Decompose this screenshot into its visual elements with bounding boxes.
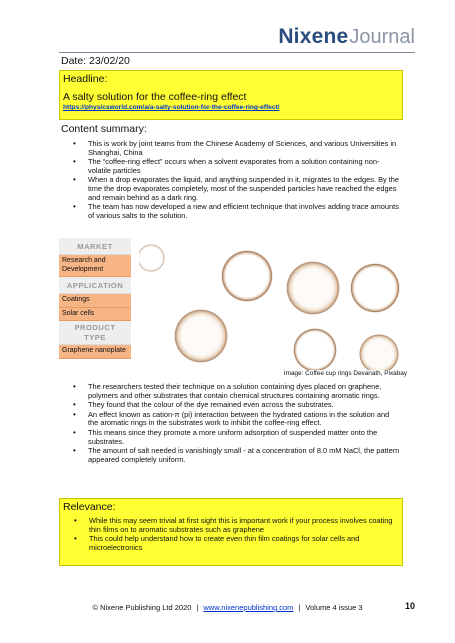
relevance-list xyxy=(72,517,398,553)
content-summary-label: Content summary: xyxy=(61,123,147,135)
logo-journal: Journal xyxy=(349,26,415,48)
product-header-line: TYPE xyxy=(84,333,106,342)
headline-box xyxy=(59,70,403,120)
list-item: • The team has now developed a new and efficient technique that involves adding trace amounts of various salts to the solution. xyxy=(71,203,401,220)
list-item: • An effect known as cation-π (pi) interaction between the hydrated cations in the solution and the aromatic rings in the substrates work to inhibit the coffee-ring effect. xyxy=(71,411,401,428)
headline-title: A salty solution for the coffee-ring effect xyxy=(63,91,247,103)
list-item: • They found that the colour of the dye remained even across the substrates. xyxy=(71,401,401,410)
header-divider xyxy=(59,52,415,53)
application-tag: Coatings xyxy=(59,294,131,308)
relevance-label: Relevance: xyxy=(63,501,116,513)
footer-separator: | xyxy=(298,603,301,612)
list-item: • The researchers tested their technique on a solution containing dyes placed on graphene, polymers and other substrates that contain chemical structures containing aromatic rings. xyxy=(71,383,401,400)
logo-brand: Nixene xyxy=(278,25,349,48)
list-item: • This could help understand how to create even thin film coatings for solar cells and microelectronics xyxy=(72,535,398,552)
article-date: Date: 23/02/20 xyxy=(61,55,130,67)
findings-list xyxy=(71,383,401,465)
list-item: • The amount of salt needed is vanishingly small - at a concentration of 8.0 mM NaCl, the pattern appeared completely uniform. xyxy=(71,447,401,464)
product-header-line: PRODUCT xyxy=(74,323,116,332)
coffee-ring xyxy=(286,261,340,315)
source-link[interactable]: https://physicsworld.com/a/a-salty-solution-for-the-coffee-ring-effect/ xyxy=(63,104,280,111)
tag-sidebar xyxy=(59,238,131,359)
coffee-ring xyxy=(221,250,273,302)
list-item: • While this may seem trivial at first sight this is important work if your process involves coating thin films on to aromatic substrates such as graphene xyxy=(72,517,398,534)
coffee-ring xyxy=(293,328,337,370)
coffee-ring xyxy=(139,244,165,272)
coffee-ring xyxy=(359,334,399,370)
footer-volume: Volume 4 issue 3 xyxy=(305,603,363,612)
market-tag: Research and Development xyxy=(59,255,131,277)
application-header: APPLICATION xyxy=(59,277,131,294)
page-footer xyxy=(0,603,455,612)
coffee-ring xyxy=(350,263,400,313)
coffee-ring xyxy=(174,309,228,363)
summary-list xyxy=(71,140,401,221)
footer-copyright: © Nixene Publishing Ltd 2020 xyxy=(92,603,192,612)
list-item: • This is work by joint teams from the Chinese Academy of Sciences, and various Universities in Shanghai, China xyxy=(71,140,401,157)
product-tag: Graphene nanoplate xyxy=(59,345,131,359)
image-caption: Image: Coffee cup rings Devanath, Pixabay xyxy=(283,370,407,377)
application-tag: Solar cells xyxy=(59,308,131,322)
coffee-rings-illustration xyxy=(139,238,407,370)
list-item: • The “coffee-ring effect” occurs when a solvent evaporates from a solution containing non-volatile particles xyxy=(71,158,401,175)
list-item: • When a drop evaporates the liquid, and anything suspended in it, migrates to the edges. By the time the drop evaporates completely, most of the suspended particles have reached the edges and remain behind as a dark ring. xyxy=(71,176,401,202)
footer-separator: | xyxy=(196,603,199,612)
market-header: MARKET xyxy=(59,238,131,255)
relevance-box xyxy=(59,498,403,566)
page-number: 10 xyxy=(404,601,415,611)
coffee-rings-image xyxy=(139,238,407,370)
headline-label: Headline: xyxy=(63,73,108,85)
journal-logo xyxy=(278,25,415,49)
product-type-header xyxy=(59,321,131,345)
list-item: • This means since they promote a more uniform adsorption of suspended matter onto the substrates. xyxy=(71,429,401,446)
footer-website-link[interactable]: www.nixenepublishing.com xyxy=(203,603,294,612)
